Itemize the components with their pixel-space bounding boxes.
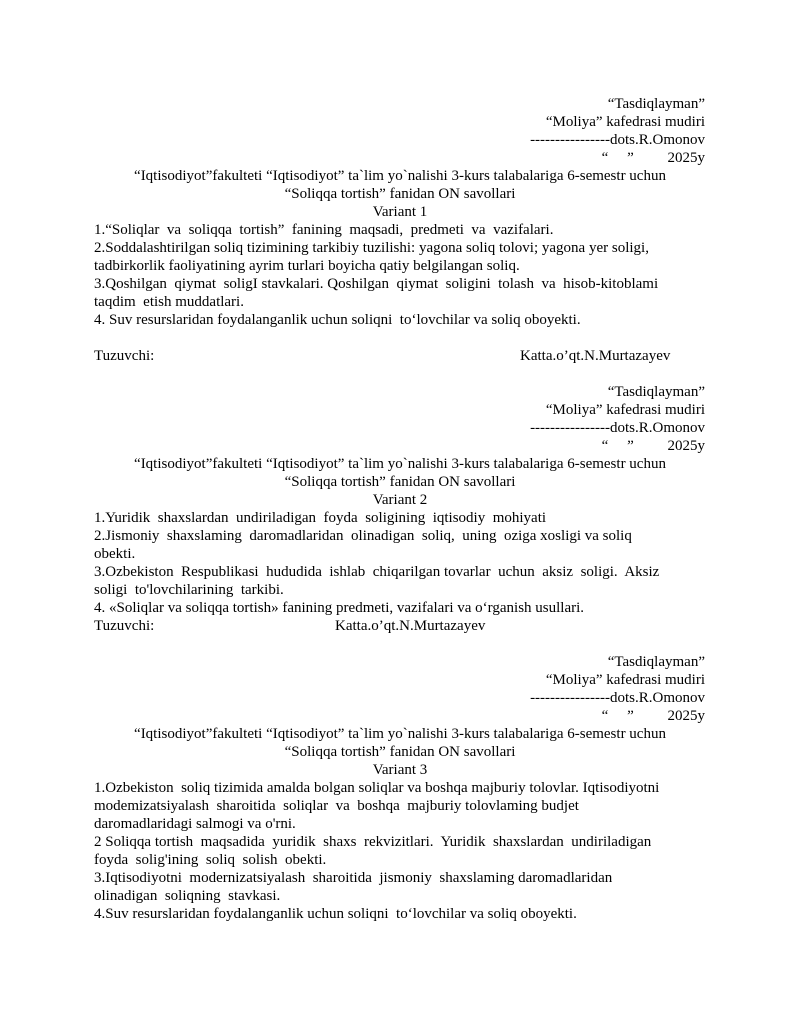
author-label: Tuzuvchi:	[94, 348, 155, 364]
approval-title: “Tasdiqlayman”	[607, 654, 705, 670]
approval-head: ----------------dots.R.Omonov	[530, 132, 705, 148]
approval-dept: “Moliya” kafedrasi mudiri	[545, 114, 705, 130]
approval-head: ----------------dots.R.Omonov	[530, 420, 705, 436]
question-line: 4. «Soliqlar va soliqqa tortish» fanining predmeti, vazifalari va o‘rganish usullari.	[94, 600, 585, 616]
approval-title: “Tasdiqlayman”	[607, 96, 705, 112]
variant-title: Variant 3	[372, 762, 428, 778]
question-line: soligi to'lovchilarining tarkibi.	[94, 582, 284, 598]
question-line: 3.Iqtisodiyotni modernizatsiyalash sharoitida jismoniy shaxslaming daromadlaridan	[94, 870, 613, 886]
question-line: 2.Soddalashtirilgan soliq tizimining tarkibiy tuzilishi: yagona soliq tolovi; yagona yer soligi,	[94, 240, 649, 256]
variant-title: Variant 1	[372, 204, 428, 220]
question-line: modemizatsiyalash sharoitida soliqlar va boshqa majburiy tolovlaming budjet	[94, 798, 579, 814]
question-line: 4.Suv resurslaridan foydalanganlik uchun soliqni to‘lovchilar va soliq oboyekti.	[94, 906, 577, 922]
approval-head: ----------------dots.R.Omonov	[530, 690, 705, 706]
approval-title: “Tasdiqlayman”	[607, 384, 705, 400]
header-line2: “Soliqqa tortish” fanidan ON savollari	[284, 744, 516, 760]
approval-date: “ ” 2025y	[601, 438, 705, 454]
question-line: 1.“Soliqlar va soliqqa tortish” fanining maqsadi, predmeti va vazifalari.	[94, 222, 554, 238]
question-line: 3.Ozbekiston Respublikasi hududida ishlab chiqarilgan tovarlar uchun aksiz soligi. Aksiz	[94, 564, 660, 580]
header-line1: “Iqtisodiyot”fakulteti “Iqtisodiyot” ta`lim yo`nalishi 3-kurs talabalariga 6-semestr uchun	[134, 726, 666, 742]
author-label: Tuzuvchi:	[94, 618, 155, 634]
header-line1: “Iqtisodiyot”fakulteti “Iqtisodiyot” ta`lim yo`nalishi 3-kurs talabalariga 6-semestr uchun	[134, 456, 666, 472]
header-line1: “Iqtisodiyot”fakulteti “Iqtisodiyot” ta`lim yo`nalishi 3-kurs talabalariga 6-semestr uchun	[134, 168, 666, 184]
author-name: Katta.o’qt.N.Murtazayev	[520, 348, 671, 364]
question-line: 4. Suv resurslaridan foydalanganlik uchun soliqni to‘lovchilar va soliq oboyekti.	[94, 312, 581, 328]
approval-dept: “Moliya” kafedrasi mudiri	[545, 672, 705, 688]
header-line2: “Soliqqa tortish” fanidan ON savollari	[284, 186, 516, 202]
author-name: Katta.o’qt.N.Murtazayev	[335, 618, 486, 634]
approval-date: “ ” 2025y	[601, 150, 705, 166]
header-line2: “Soliqqa tortish” fanidan ON savollari	[284, 474, 516, 490]
question-line: daromadlaridagi salmogi va o'rni.	[94, 816, 296, 832]
question-line: 1.Ozbekiston soliq tizimida amalda bolgan soliqlar va boshqa majburiy tolovlar. Iqtisodiyotni	[94, 780, 660, 796]
question-line: foyda solig'ining soliq solish obekti.	[94, 852, 327, 868]
question-line: 1.Yuridik shaxslardan undiriladigan foyda soligining iqtisodiy mohiyati	[94, 510, 547, 526]
question-line: 3.Qoshilgan qiymat soligI stavkalari. Qoshilgan qiymat soligini tolash va hisob-kitoblami	[94, 276, 659, 292]
question-line: tadbirkorlik faoliyatining ayrim turlari boyicha qatiy belgilangan soliq.	[94, 258, 520, 274]
variant-title: Variant 2	[372, 492, 428, 508]
question-line: 2.Jismoniy shaxslaming daromadlaridan olinadigan soliq, uning oziga xosligi va soliq	[94, 528, 632, 544]
question-line: obekti.	[94, 546, 136, 562]
approval-date: “ ” 2025y	[601, 708, 705, 724]
approval-dept: “Moliya” kafedrasi mudiri	[545, 402, 705, 418]
question-line: 2 Soliqqa tortish maqsadida yuridik shaxs rekvizitlari. Yuridik shaxslardan undiriladigan	[94, 834, 652, 850]
question-line: olinadigan soliqning stavkasi.	[94, 888, 281, 904]
question-line: taqdim etish muddatlari.	[94, 294, 244, 310]
